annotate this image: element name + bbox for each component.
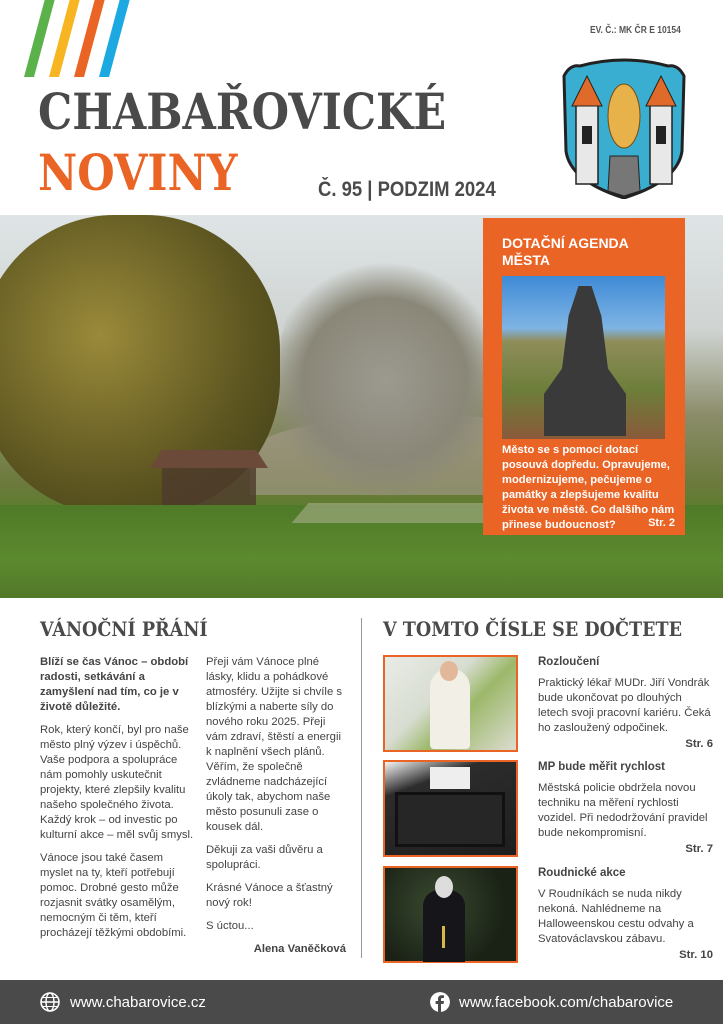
greeting-paragraph: Děkuji za vaši důvěru a spolupráci.	[206, 844, 323, 871]
contents-item-title: MP bude měřit rychlost	[538, 761, 665, 773]
contents-item-title: Rozloučení	[538, 656, 600, 668]
globe-icon	[40, 992, 60, 1012]
greeting-column-1	[40, 655, 198, 949]
contents-item-text: Praktický lékař MUDr. Jiří Vondrák bude ukončovat po dlouhých letech svoji pracovní kariéru. Čeká ho zasloužený odpočinek.	[538, 677, 711, 734]
brand-stripes	[14, 0, 114, 74]
greeting-signature: Alena Vaněčková	[253, 943, 346, 955]
masthead-title: CHABAŘOVICKÉ	[38, 82, 447, 141]
masthead-subtitle: NOVINY	[38, 143, 238, 202]
contents-item-page: Str. 6	[685, 738, 713, 750]
facebook-icon	[430, 992, 450, 1012]
feature-box[interactable]	[483, 218, 685, 535]
greeting-paragraph: Přeji vám Vánoce plné lásky, klidu a pohádkové atmosféry. Užijte si chvíle s blízkými a naberte síly do nového roku 2025. Přeji vám zdraví, štěstí a energii k naplnění všech plánů. Věřím, že společně zvládneme nadcházející úkoly tak, abychom naše město posunuli zase o kousek dál.	[206, 656, 343, 833]
contents-item-page: Str. 10	[679, 949, 713, 961]
greeting-paragraph: Krásné Vánoce a šťastný nový rok!	[206, 882, 333, 909]
registration-number: EV. Č.: MK ČR E 10154	[590, 25, 681, 36]
feature-text: Město se s pomocí dotací posouvá dopředu. Opravujeme, modernizujeme, pečujeme o památky a zlepšujeme kvalitu života ve městě. Co dalšího nám přinese budoucnost?	[502, 444, 675, 531]
issue-number: Č. 95 | PODZIM 2024	[318, 178, 496, 201]
greeting-title: VÁNOČNÍ PŘÁNÍ	[40, 617, 208, 641]
facebook-link[interactable]	[430, 992, 673, 1012]
contents-item-title: Roudnické akce	[538, 867, 626, 879]
feature-page: Str. 2	[648, 517, 675, 529]
contents-item[interactable]	[538, 760, 713, 857]
greeting-paragraph: Vánoce jsou také časem myslet na ty, kteří potřebují pomoc. Drobné gesto může rozjasnit svátky osamělým, nemocným či těm, kteří procházejí těžkými obdobími.	[40, 852, 187, 939]
contents-item[interactable]	[538, 866, 713, 963]
contents-item-page: Str. 7	[685, 843, 713, 855]
greeting-lead: Blíží se čas Vánoc – období radosti, setkávání a zamyšlení nad tím, co je v životě důležité.	[40, 656, 189, 713]
footer	[0, 980, 723, 1024]
greeting-paragraph: Rok, který končí, byl pro naše město plný výzev i úspěchů. Vaše podpora a spolupráce nám pomohly uskutečnit projekty, které zlepšily kvalitu našeho společného života. Každý krok – od investic po kulturní akce – měl svůj smysl.	[40, 724, 194, 841]
contents-item-text: Městská policie obdržela novou techniku na měření rychlosti vozidel. Při nedodržování pravidel bude nekompromisní.	[538, 782, 708, 839]
contents-photo-halloween[interactable]	[383, 866, 518, 963]
contents-item[interactable]	[538, 655, 713, 752]
contents-photo-doctor[interactable]	[383, 655, 518, 752]
feature-title: DOTAČNÍ AGENDA MĚSTA	[502, 235, 629, 268]
feature-photo-church-tower	[502, 276, 665, 439]
website-url: www.chabarovice.cz	[70, 993, 206, 1011]
greeting-column-2	[206, 655, 346, 965]
column-divider	[361, 618, 362, 958]
contents-photo-speed-radar[interactable]	[383, 760, 518, 857]
facebook-url: www.facebook.com/chabarovice	[459, 993, 674, 1011]
website-link[interactable]	[40, 992, 206, 1012]
contents-item-text: V Roudníkách se nuda nikdy nekoná. Nahlédneme na Halloweenskou cestu odvahy a Svatováclavskou zábavu.	[538, 888, 694, 945]
contents-title: V TOMTO ČÍSLE SE DOČTETE	[383, 617, 682, 641]
greeting-paragraph: S úctou...	[206, 920, 254, 932]
coat-of-arms-icon	[560, 56, 688, 199]
